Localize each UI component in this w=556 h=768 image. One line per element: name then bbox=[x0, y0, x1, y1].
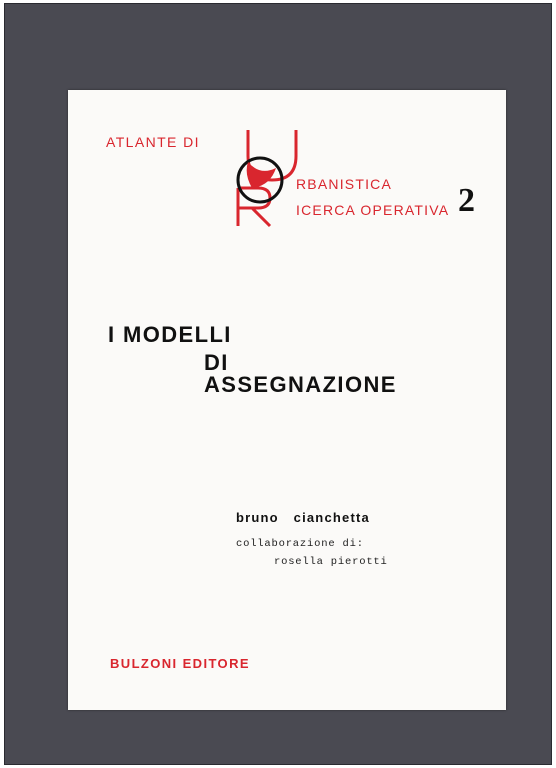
series-number: 2 bbox=[458, 182, 475, 219]
collaboration-label: collaborazione di: bbox=[236, 538, 364, 550]
collaborator-name: rosella pierotti bbox=[274, 556, 388, 568]
publisher-name: BULZONI EDITORE bbox=[110, 656, 250, 671]
book-cover bbox=[68, 90, 506, 710]
series-prefix: ATLANTE DI bbox=[106, 134, 200, 150]
title-line-3: ASSEGNAZIONE bbox=[204, 372, 397, 397]
author-name: bruno cianchetta bbox=[236, 510, 370, 525]
title-line-1: I MODELLI bbox=[108, 322, 232, 347]
title-line-2: DI bbox=[204, 350, 229, 375]
series-line-ricerca-operativa: ICERCA OPERATIVA bbox=[296, 202, 450, 218]
series-line-urbanistica: RBANISTICA bbox=[296, 176, 393, 192]
